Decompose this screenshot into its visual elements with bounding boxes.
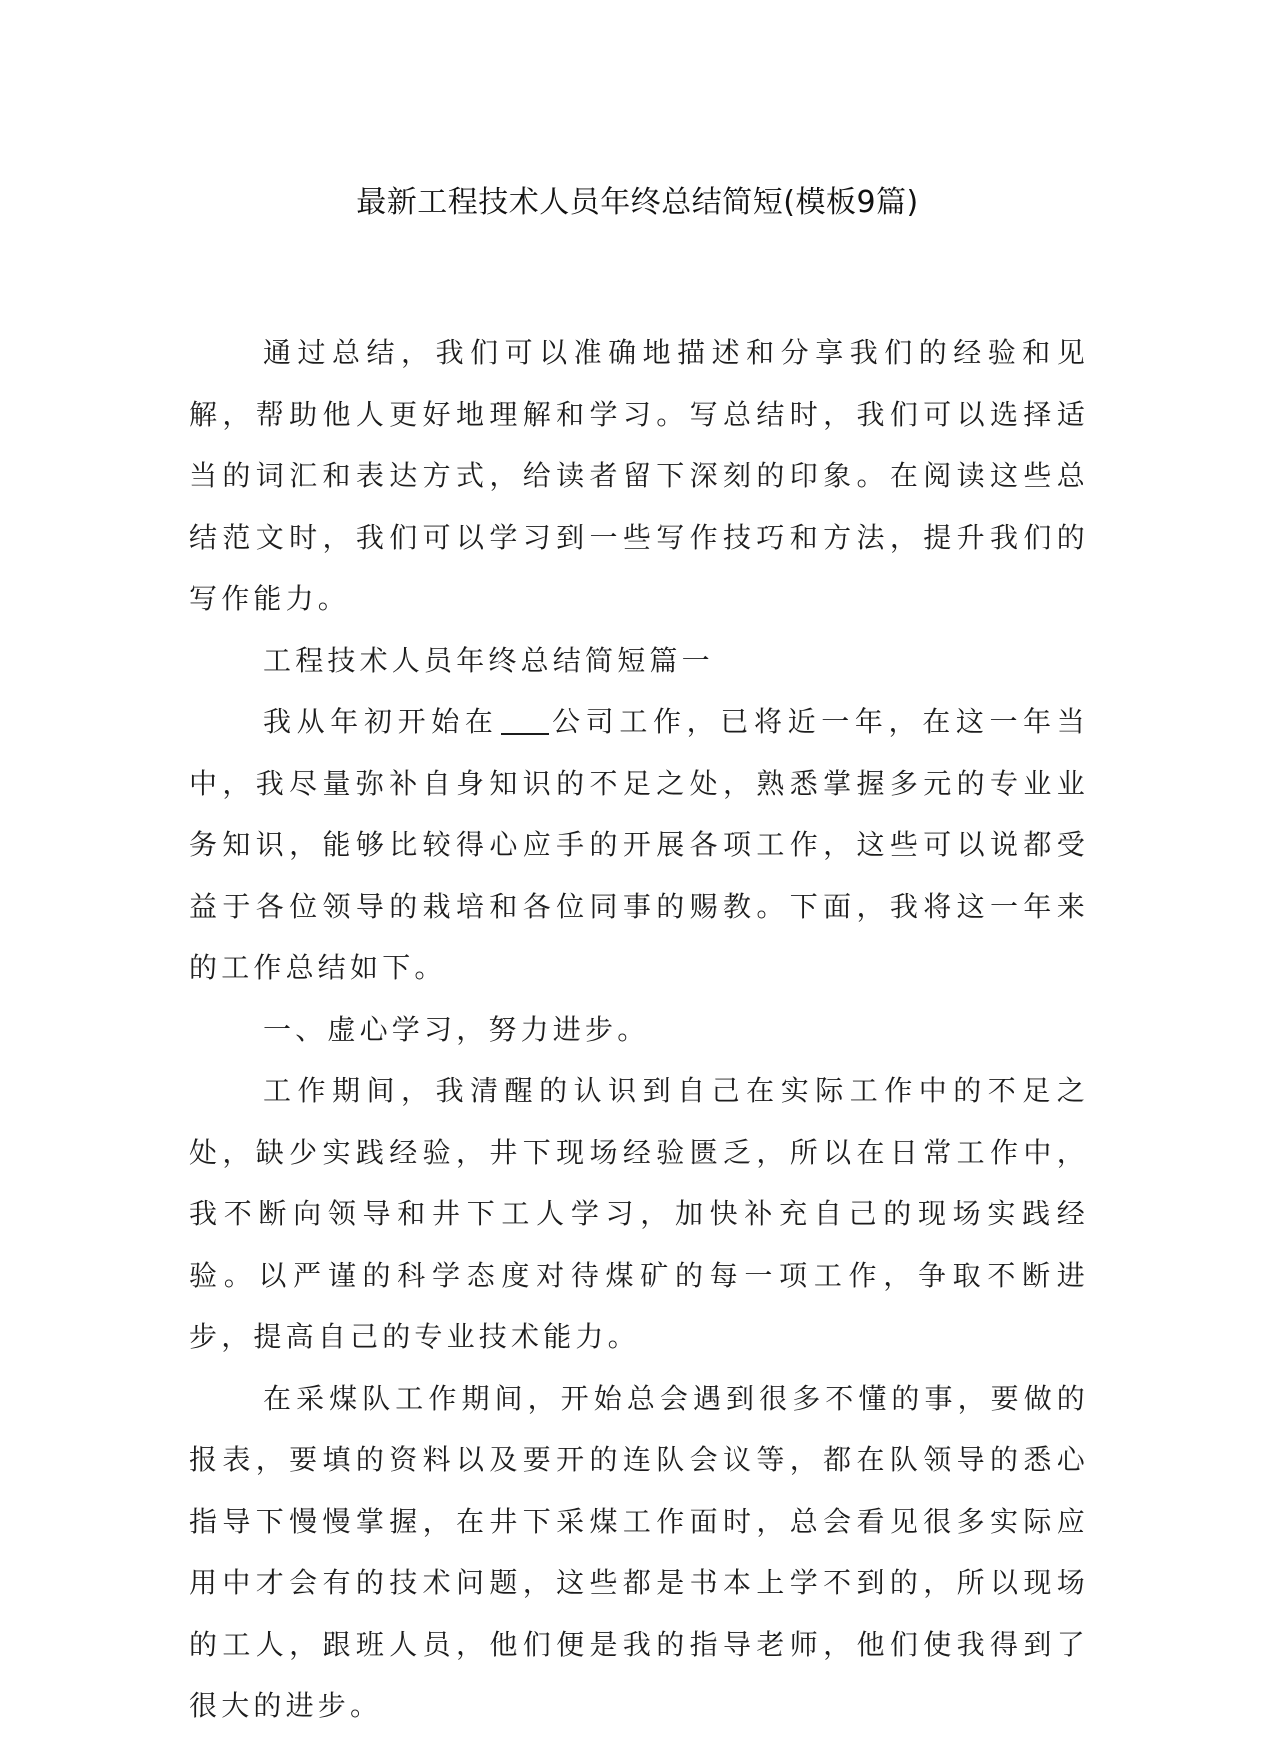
fill-in-blank bbox=[501, 732, 549, 735]
section-heading-part-one: 工程技术人员年终总结简短篇一 bbox=[263, 643, 714, 677]
work-period-paragraph: 工作期间，我清醒的认识到自己在实际工作中的不足之处，缺少实践经验，井下现场经验匮乏，所以在日常工作中，我不断向领导和井下工人学习，加快补充自己的现场实践经验。以严谨的科学态度对待煤矿的每一项工作，争取不断进步，提高自己的专业技术能力。 bbox=[189, 1074, 1089, 1353]
intro-paragraph: 通过总结，我们可以准确地描述和分享我们的经验和见解，帮助他人更好地理解和学习。写总结时，我们可以选择适当的词汇和表达方式，给读者留下深刻的印象。在阅读这些总结范文时，我们可以学习到一些写作技巧和方法，提升我们的写作能力。 bbox=[189, 336, 1089, 615]
opening-paragraph-rest: 公司工作，已将近一年，在这一年当中，我尽量弥补自身知识的不足之处，熟悉掌握多元的专业业务知识，能够比较得心应手的开展各项工作，这些可以说都受益于各位领导的栽培和各位同事的赐教。下面，我将这一年来的工作总结如下。 bbox=[189, 705, 1090, 984]
subheading-learning: 一、虚心学习，努力进步。 bbox=[263, 1012, 650, 1046]
opening-paragraph-start: 我从年初开始在 bbox=[263, 705, 499, 738]
mining-team-paragraph: 在采煤队工作期间，开始总会遇到很多不懂的事，要做的报表，要填的资料以及要开的连队会议等，都在队领导的悉心指导下慢慢掌握，在井下采煤工作面时，总会看见很多实际应用中才会有的技术问题，这些都是书本上学不到的，所以现场的工人，跟班人员，他们便是我的指导老师，他们使我得到了很大的进步。 bbox=[189, 1381, 1089, 1722]
document-body bbox=[189, 322, 1089, 1737]
opening-paragraph bbox=[189, 691, 1089, 999]
document-title: 最新工程技术人员年终总结简短(模板9篇) bbox=[356, 185, 919, 220]
